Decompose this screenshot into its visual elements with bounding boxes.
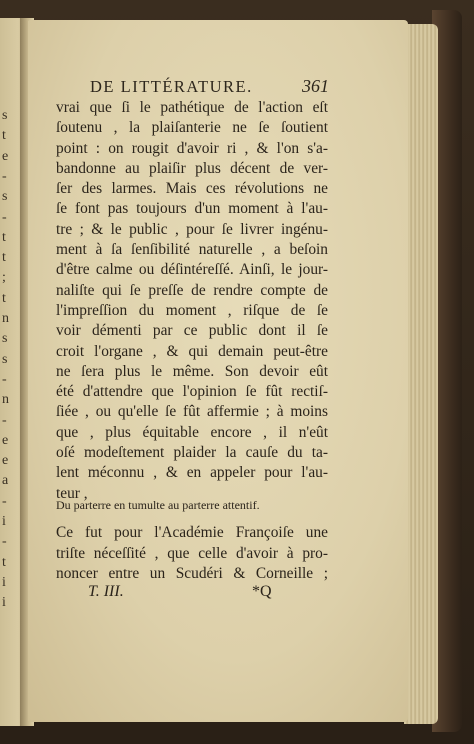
left-page-char: t <box>2 229 6 245</box>
left-page-char: n <box>2 392 9 408</box>
left-page-char: t <box>2 250 6 266</box>
running-title: DE LITTÉRATURE. <box>90 77 253 96</box>
text-line: ſer des larmes. Mais ces révolutions ne <box>56 180 328 198</box>
text-line: point : on rougit d'avoir ri , & l'on s'a- <box>56 139 328 157</box>
page-number: 361 <box>302 76 329 96</box>
page-stack-edge <box>404 24 438 724</box>
text-line: ſoutenu , la plaiſanterie ne ſe ſoutient <box>56 119 328 137</box>
signature-mark: *Q <box>252 583 272 600</box>
text-line: croit l'organe , & qui demain peut-être <box>56 342 328 360</box>
text-line: triſte néceſſité , que celle d'avoir à pro- <box>56 544 328 562</box>
left-page-char: s <box>2 331 8 347</box>
text-line: noncer entre un Scudéri & Corneille ; <box>56 565 328 582</box>
text-line: ſiée , ou qu'elle ſe fût affermie ; à moins <box>56 403 328 421</box>
text-line: ne ſera plus le même. Son devoir eût <box>56 362 328 380</box>
left-page-char: t <box>2 554 6 570</box>
text-line: été d'attendre que l'opinion ſe fût rectiſ- <box>56 383 328 401</box>
left-page-char: - <box>2 168 7 184</box>
left-page-char: - <box>2 493 7 509</box>
text-line: voir démenti par ce public dont il ſe <box>56 322 328 340</box>
text-line: oſé modeſtement plaider la cauſe du ta- <box>56 444 328 462</box>
text-line: que , plus équitable encore , il n'eût <box>56 423 328 441</box>
left-page-char: t <box>2 290 6 306</box>
left-page-char: - <box>2 412 7 428</box>
text-line: bandonne au plaiſir plus décent de ver- <box>56 159 328 177</box>
body-text <box>56 98 328 504</box>
text-line: naliſte qui ſe preſſe de rendre compte de <box>56 281 328 299</box>
left-page-char: s <box>2 351 8 367</box>
paragraph-two <box>56 523 328 585</box>
left-page-char: i <box>2 595 6 611</box>
section-subheading: Du parterre en tumulte au parterre attentif. <box>56 498 260 512</box>
left-page-char: a <box>2 473 9 489</box>
left-page-char: ; <box>2 270 6 286</box>
left-page-char: i <box>2 574 6 590</box>
running-header <box>90 77 360 97</box>
left-page-char: e <box>2 453 9 469</box>
text-line: l'impreſſion du moment , riſque de ſe <box>56 301 328 319</box>
text-line: d'être calme ou déſintéreſſé. Ainſi, le jour- <box>56 261 328 279</box>
volume-mark: T. III. <box>88 583 124 600</box>
left-page-char: - <box>2 371 7 387</box>
left-page-char: s <box>2 108 8 123</box>
left-page-char: s <box>2 189 8 205</box>
left-page-char: - <box>2 209 7 225</box>
text-line: lent méconnu , & en appeler pour l'au- <box>56 464 328 482</box>
text-line: Ce fut pour l'Académie Françoiſe une <box>56 524 328 541</box>
text-line: tre ; & le public , pour ſe livrer ingénu- <box>56 220 328 238</box>
left-page-char: t <box>2 128 6 144</box>
text-line: ment à ſa ſenſibilité naturelle , a beſoin <box>56 241 328 259</box>
left-page-char: n <box>2 311 9 326</box>
text-line: ſe font pas toujours d'un moment à l'au- <box>56 200 328 218</box>
left-page-char: e <box>2 148 9 164</box>
left-page-char: e <box>2 432 9 448</box>
text-line: vrai que ſi le pathétique de l'action eſt <box>56 99 328 116</box>
left-page-char: i <box>2 514 6 529</box>
left-page-char: - <box>2 534 7 550</box>
text-line: teur , <box>56 484 88 502</box>
